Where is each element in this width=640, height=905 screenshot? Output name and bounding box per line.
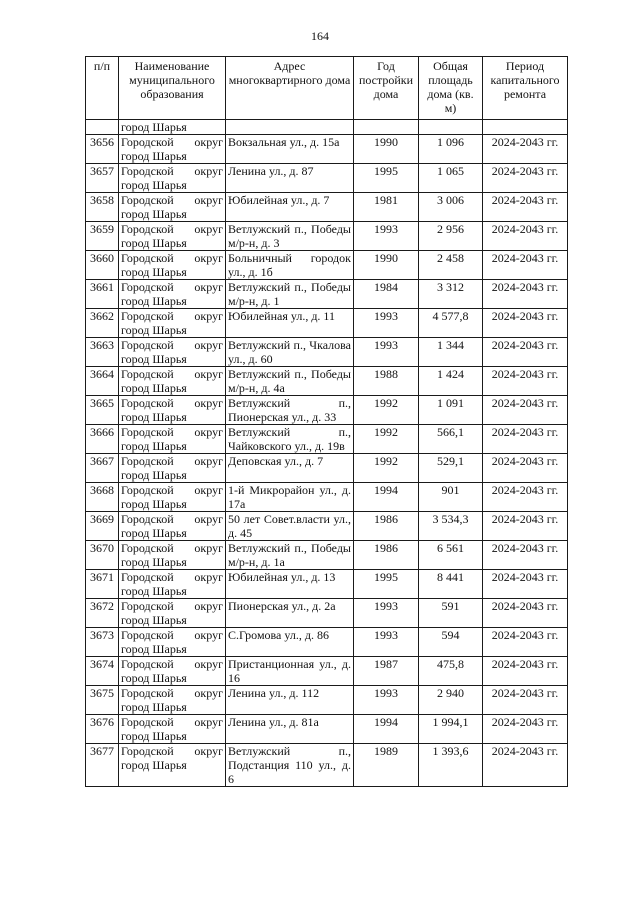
row-area: 591 (419, 599, 483, 628)
row-period: 2024-2043 гг. (483, 599, 568, 628)
continuation-row (86, 120, 568, 135)
header-num: п/п (86, 57, 119, 120)
header-period: Период капитального ремонта (483, 57, 568, 120)
row-address: 1-й Микрорайон ул., д. 17а (226, 483, 354, 512)
row-num: 3666 (86, 425, 119, 454)
row-period: 2024-2043 гг. (483, 686, 568, 715)
row-period: 2024-2043 гг. (483, 744, 568, 787)
row-period: 2024-2043 гг. (483, 193, 568, 222)
row-year: 1993 (354, 338, 419, 367)
row-municipality: Городской округ город Шарья (119, 193, 226, 222)
row-year: 1986 (354, 512, 419, 541)
table-row (86, 483, 568, 512)
row-num: 3667 (86, 454, 119, 483)
row-area: 2 956 (419, 222, 483, 251)
row-area: 1 424 (419, 367, 483, 396)
row-period: 2024-2043 гг. (483, 164, 568, 193)
continuation-period (483, 120, 568, 135)
header-row (86, 57, 568, 120)
row-year: 1990 (354, 251, 419, 280)
row-address: Ленина ул., д. 87 (226, 164, 354, 193)
row-year: 1995 (354, 570, 419, 599)
row-num: 3672 (86, 599, 119, 628)
row-period: 2024-2043 гг. (483, 657, 568, 686)
row-num: 3663 (86, 338, 119, 367)
row-area: 475,8 (419, 657, 483, 686)
row-year: 1995 (354, 164, 419, 193)
row-area: 1 393,6 (419, 744, 483, 787)
row-period: 2024-2043 гг. (483, 367, 568, 396)
table-row (86, 570, 568, 599)
row-address: Ветлужский п., Победы м/р-н, д. 4а (226, 367, 354, 396)
row-num: 3657 (86, 164, 119, 193)
row-area: 8 441 (419, 570, 483, 599)
table-row (86, 512, 568, 541)
row-year: 1993 (354, 628, 419, 657)
continuation-municipality: город Шарья (119, 120, 226, 135)
row-area: 3 534,3 (419, 512, 483, 541)
table-row (86, 280, 568, 309)
row-num: 3658 (86, 193, 119, 222)
row-address: Ветлужский п., Победы м/р-н, д. 1а (226, 541, 354, 570)
row-num: 3661 (86, 280, 119, 309)
row-period: 2024-2043 гг. (483, 483, 568, 512)
row-address: Ветлужский п., Пионерская ул., д. 33 (226, 396, 354, 425)
row-municipality: Городской округ город Шарья (119, 715, 226, 744)
row-num: 3671 (86, 570, 119, 599)
row-period: 2024-2043 гг. (483, 425, 568, 454)
row-period: 2024-2043 гг. (483, 280, 568, 309)
table-row (86, 338, 568, 367)
page-number: 164 (311, 29, 329, 43)
row-municipality: Городской округ город Шарья (119, 251, 226, 280)
row-num: 3673 (86, 628, 119, 657)
table-row (86, 135, 568, 164)
continuation-area (419, 120, 483, 135)
row-year: 1981 (354, 193, 419, 222)
row-period: 2024-2043 гг. (483, 570, 568, 599)
table-row (86, 628, 568, 657)
row-period: 2024-2043 гг. (483, 222, 568, 251)
row-address: Больничный городок ул., д. 1б (226, 251, 354, 280)
row-area: 1 091 (419, 396, 483, 425)
row-area: 529,1 (419, 454, 483, 483)
row-num: 3675 (86, 686, 119, 715)
row-address: Пристанционная ул., д. 16 (226, 657, 354, 686)
table-row (86, 309, 568, 338)
row-num: 3669 (86, 512, 119, 541)
row-num: 3676 (86, 715, 119, 744)
row-address: Ветлужский п., Победы м/р-н, д. 1 (226, 280, 354, 309)
row-municipality: Городской округ город Шарья (119, 541, 226, 570)
row-address: Деповская ул., д. 7 (226, 454, 354, 483)
continuation-year (354, 120, 419, 135)
row-num: 3662 (86, 309, 119, 338)
table-row (86, 251, 568, 280)
table-row (86, 599, 568, 628)
row-year: 1989 (354, 744, 419, 787)
table-row (86, 367, 568, 396)
row-municipality: Городской округ город Шарья (119, 280, 226, 309)
row-address: Юбилейная ул., д. 11 (226, 309, 354, 338)
row-address: Ленина ул., д. 112 (226, 686, 354, 715)
row-address: Ветлужский п., Чайковского ул., д. 19в (226, 425, 354, 454)
row-num: 3664 (86, 367, 119, 396)
header-area: Общая площадь дома (кв. м) (419, 57, 483, 120)
row-area: 3 006 (419, 193, 483, 222)
table-row (86, 425, 568, 454)
row-municipality: Городской округ город Шарья (119, 396, 226, 425)
row-address: Вокзальная ул., д. 15а (226, 135, 354, 164)
row-municipality: Городской округ город Шарья (119, 599, 226, 628)
row-year: 1990 (354, 135, 419, 164)
row-period: 2024-2043 гг. (483, 454, 568, 483)
row-year: 1993 (354, 599, 419, 628)
housing-registry-table (85, 56, 568, 787)
row-year: 1992 (354, 454, 419, 483)
row-year: 1988 (354, 367, 419, 396)
row-address: Пионерская ул., д. 2а (226, 599, 354, 628)
table-row (86, 715, 568, 744)
row-address: С.Громова ул., д. 86 (226, 628, 354, 657)
row-area: 6 561 (419, 541, 483, 570)
row-period: 2024-2043 гг. (483, 309, 568, 338)
table-row (86, 686, 568, 715)
row-year: 1992 (354, 425, 419, 454)
row-municipality: Городской округ город Шарья (119, 135, 226, 164)
header-address: Адрес многоквартирного дома (226, 57, 354, 120)
row-municipality: Городской округ город Шарья (119, 657, 226, 686)
table-row (86, 657, 568, 686)
table-row (86, 396, 568, 425)
continuation-num (86, 120, 119, 135)
table-row (86, 164, 568, 193)
row-area: 3 312 (419, 280, 483, 309)
row-year: 1987 (354, 657, 419, 686)
row-num: 3660 (86, 251, 119, 280)
row-period: 2024-2043 гг. (483, 541, 568, 570)
row-address: Ветлужский п., Победы м/р-н, д. 3 (226, 222, 354, 251)
row-year: 1994 (354, 483, 419, 512)
row-period: 2024-2043 гг. (483, 396, 568, 425)
row-municipality: Городской округ город Шарья (119, 686, 226, 715)
row-area: 594 (419, 628, 483, 657)
row-num: 3659 (86, 222, 119, 251)
table-row (86, 454, 568, 483)
table-row (86, 744, 568, 787)
row-municipality: Городской округ город Шарья (119, 744, 226, 787)
row-period: 2024-2043 гг. (483, 251, 568, 280)
row-year: 1993 (354, 309, 419, 338)
row-num: 3670 (86, 541, 119, 570)
row-area: 2 940 (419, 686, 483, 715)
row-address: Ветлужский п., Подстанция 110 ул., д. 6 (226, 744, 354, 787)
row-area: 566,1 (419, 425, 483, 454)
row-num: 3656 (86, 135, 119, 164)
table-row (86, 541, 568, 570)
continuation-address (226, 120, 354, 135)
row-year: 1986 (354, 541, 419, 570)
row-municipality: Городской округ город Шарья (119, 425, 226, 454)
row-num: 3668 (86, 483, 119, 512)
row-area: 1 065 (419, 164, 483, 193)
row-num: 3674 (86, 657, 119, 686)
row-area: 1 344 (419, 338, 483, 367)
row-period: 2024-2043 гг. (483, 715, 568, 744)
row-area: 2 458 (419, 251, 483, 280)
table-row (86, 193, 568, 222)
table-row (86, 222, 568, 251)
header-year: Год постройки дома (354, 57, 419, 120)
row-municipality: Городской округ город Шарья (119, 512, 226, 541)
row-period: 2024-2043 гг. (483, 628, 568, 657)
row-year: 1994 (354, 715, 419, 744)
row-municipality: Городской округ город Шарья (119, 454, 226, 483)
row-municipality: Городской округ город Шарья (119, 164, 226, 193)
row-year: 1993 (354, 686, 419, 715)
row-municipality: Городской округ город Шарья (119, 483, 226, 512)
row-period: 2024-2043 гг. (483, 512, 568, 541)
row-num: 3677 (86, 744, 119, 787)
row-area: 1 994,1 (419, 715, 483, 744)
row-address: Ленина ул., д. 81а (226, 715, 354, 744)
row-municipality: Городской округ город Шарья (119, 570, 226, 599)
row-address: 50 лет Совет.власти ул., д. 45 (226, 512, 354, 541)
row-municipality: Городской округ город Шарья (119, 338, 226, 367)
row-address: Ветлужский п., Чкалова ул., д. 60 (226, 338, 354, 367)
header-municipality: Наименование муниципального образования (119, 57, 226, 120)
row-year: 1992 (354, 396, 419, 425)
row-address: Юбилейная ул., д. 7 (226, 193, 354, 222)
row-area: 4 577,8 (419, 309, 483, 338)
row-address: Юбилейная ул., д. 13 (226, 570, 354, 599)
row-year: 1993 (354, 222, 419, 251)
row-num: 3665 (86, 396, 119, 425)
row-municipality: Городской округ город Шарья (119, 367, 226, 396)
row-area: 1 096 (419, 135, 483, 164)
row-year: 1984 (354, 280, 419, 309)
row-period: 2024-2043 гг. (483, 135, 568, 164)
row-municipality: Городской округ город Шарья (119, 628, 226, 657)
row-period: 2024-2043 гг. (483, 338, 568, 367)
row-municipality: Городской округ город Шарья (119, 309, 226, 338)
row-municipality: Городской округ город Шарья (119, 222, 226, 251)
table-body (86, 120, 568, 787)
row-area: 901 (419, 483, 483, 512)
